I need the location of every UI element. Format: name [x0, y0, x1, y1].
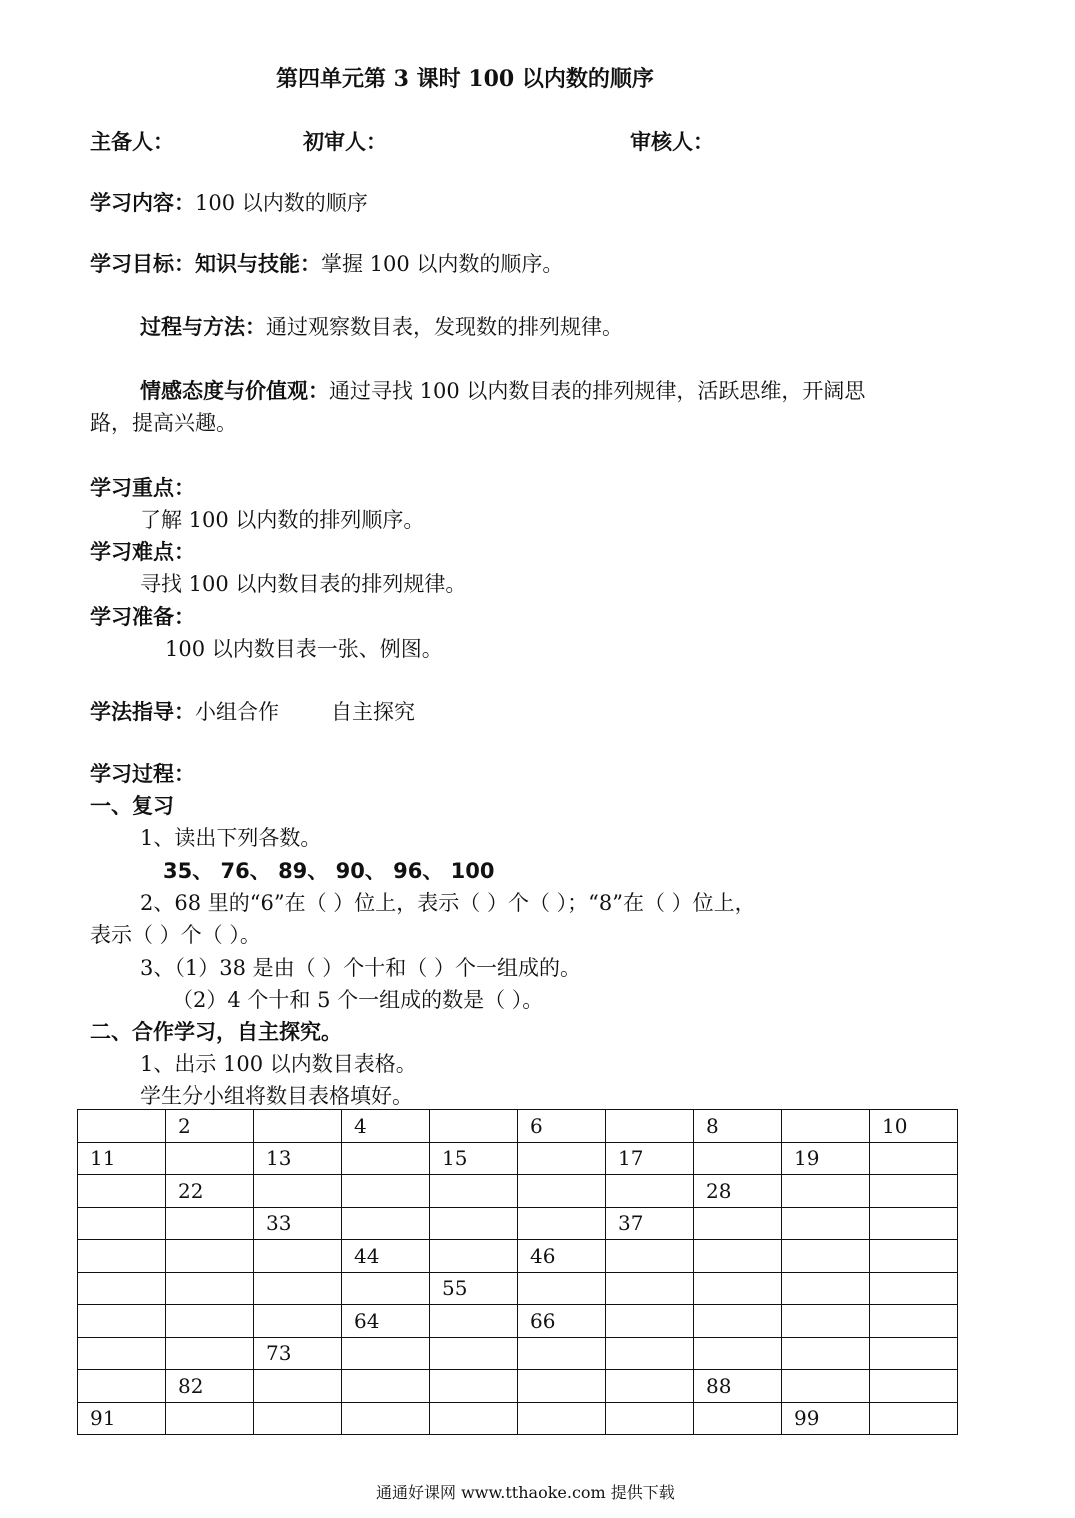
table-cell: [870, 1207, 958, 1240]
preparer-label: 主备人：: [90, 129, 174, 154]
table-cell: [606, 1305, 694, 1338]
number-table: [77, 1109, 958, 1435]
table-cell: [430, 1370, 518, 1403]
table-cell: [166, 1305, 254, 1338]
table-cell: 88: [694, 1370, 782, 1403]
table-cell: 6: [518, 1110, 606, 1143]
table-cell: [430, 1402, 518, 1435]
table-cell: [870, 1175, 958, 1208]
table-cell: [606, 1272, 694, 1305]
table-cell: [782, 1175, 870, 1208]
section2-title: 二、合作学习，自主探究。: [90, 1019, 342, 1044]
table-cell: 17: [606, 1142, 694, 1175]
table-cell: [518, 1175, 606, 1208]
question-2-line1: 2、68 里的“6”在（ ）位上，表示（ ）个（ ）；“8”在（ ）位上，: [140, 891, 756, 915]
table-cell: 82: [166, 1370, 254, 1403]
table-cell: [430, 1175, 518, 1208]
goals-label: 学习目标：: [90, 251, 195, 276]
question-2-line2: 表示（ ）个（ ）。: [90, 923, 261, 947]
table-cell: [166, 1240, 254, 1273]
table-row: [78, 1240, 958, 1273]
table-cell: [166, 1142, 254, 1175]
table-cell: [254, 1370, 342, 1403]
table-cell: [606, 1370, 694, 1403]
table-cell: [782, 1110, 870, 1143]
table-row: [78, 1402, 958, 1435]
table-cell: 13: [254, 1142, 342, 1175]
table-cell: [782, 1370, 870, 1403]
table-cell: 91: [78, 1402, 166, 1435]
table-cell: [518, 1142, 606, 1175]
method-text2: 自主探究: [331, 700, 415, 724]
method-row: [90, 696, 415, 726]
table-cell: 55: [430, 1272, 518, 1305]
emotion-text-line2: 路，提高兴趣。: [90, 411, 237, 435]
question-1: 1、读出下列各数。: [140, 826, 322, 850]
content-row: [90, 187, 368, 217]
table-cell: [78, 1175, 166, 1208]
table-cell: [518, 1337, 606, 1370]
table-cell: [694, 1402, 782, 1435]
table-cell: 33: [254, 1207, 342, 1240]
knowledge-text: 掌握 100 以内数的顺序。: [321, 252, 564, 276]
table-cell: [782, 1240, 870, 1273]
table-cell: [694, 1305, 782, 1338]
table-cell: 4: [342, 1110, 430, 1143]
table-cell: 19: [782, 1142, 870, 1175]
key-point-text: 了解 100 以内数的排列顺序。: [140, 508, 425, 532]
table-cell: [254, 1402, 342, 1435]
table-cell: [870, 1370, 958, 1403]
table-cell: 22: [166, 1175, 254, 1208]
table-cell: [782, 1272, 870, 1305]
emotion-row: [140, 375, 865, 405]
table-cell: 37: [606, 1207, 694, 1240]
table-cell: [430, 1207, 518, 1240]
content-label: 学习内容：: [90, 190, 195, 215]
method-text1: 小组合作: [195, 700, 279, 724]
table-cell: [870, 1240, 958, 1273]
emotion-text-line1: 通过寻找 100 以内数目表的排列规律，活跃思维，开阔思: [329, 379, 866, 403]
first-review-label: 初审人：: [303, 129, 387, 154]
section2-question-1: 1、出示 100 以内数目表格。: [140, 1052, 417, 1076]
method-label: 学法指导：: [90, 699, 195, 724]
table-row: [78, 1272, 958, 1305]
table-cell: [606, 1175, 694, 1208]
table-cell: [430, 1337, 518, 1370]
emotion-label: 情感态度与价值观：: [140, 378, 329, 403]
table-row: [78, 1175, 958, 1208]
table-cell: 64: [342, 1305, 430, 1338]
table-cell: 10: [870, 1110, 958, 1143]
question-1-numbers: 35、 76、 89、 90、 96、 100: [163, 859, 495, 883]
table-cell: [870, 1142, 958, 1175]
table-cell: [342, 1207, 430, 1240]
table-cell: [430, 1305, 518, 1338]
table-cell: [870, 1337, 958, 1370]
table-cell: [78, 1337, 166, 1370]
table-row: [78, 1207, 958, 1240]
table-cell: [518, 1402, 606, 1435]
table-cell: [518, 1370, 606, 1403]
table-cell: 8: [694, 1110, 782, 1143]
process-text: 通过观察数目表，发现数的排列规律。: [266, 315, 623, 339]
table-cell: [518, 1207, 606, 1240]
table-cell: [78, 1272, 166, 1305]
table-cell: [694, 1142, 782, 1175]
table-cell: [782, 1305, 870, 1338]
table-cell: [430, 1110, 518, 1143]
table-cell: [254, 1175, 342, 1208]
preparation-text: 100 以内数目表一张、例图。: [165, 637, 443, 661]
table-cell: [342, 1272, 430, 1305]
table-cell: [78, 1305, 166, 1338]
table-row: [78, 1110, 958, 1143]
difficulty-text: 寻找 100 以内数目表的排列规律。: [140, 572, 467, 596]
table-cell: [166, 1337, 254, 1370]
table-cell: [254, 1110, 342, 1143]
table-cell: 46: [518, 1240, 606, 1273]
process-label-main: 学习过程：: [90, 761, 195, 786]
table-cell: 44: [342, 1240, 430, 1273]
table-cell: [606, 1402, 694, 1435]
table-cell: 15: [430, 1142, 518, 1175]
knowledge-label: 知识与技能：: [195, 251, 321, 276]
table-cell: [606, 1337, 694, 1370]
table-cell: [870, 1272, 958, 1305]
table-cell: [78, 1240, 166, 1273]
table-cell: [518, 1272, 606, 1305]
content-text: 100 以内数的顺序: [195, 191, 368, 215]
table-cell: [606, 1240, 694, 1273]
table-cell: [870, 1305, 958, 1338]
table-cell: [78, 1110, 166, 1143]
table-cell: [694, 1337, 782, 1370]
table-cell: [782, 1337, 870, 1370]
table-cell: [342, 1142, 430, 1175]
table-cell: 11: [78, 1142, 166, 1175]
table-cell: 2: [166, 1110, 254, 1143]
table-row: [78, 1370, 958, 1403]
table-cell: [166, 1272, 254, 1305]
question-3-1: 3、（1）38 是由（ ）个十和（ ）个一组成的。: [140, 956, 581, 980]
key-point-label: 学习重点：: [90, 475, 195, 500]
table-cell: [78, 1207, 166, 1240]
table-cell: [782, 1207, 870, 1240]
table-cell: [430, 1240, 518, 1273]
table-cell: [342, 1370, 430, 1403]
table-cell: [254, 1305, 342, 1338]
page-title: 第四单元第 3 课时 100 以内数的顺序: [276, 66, 654, 92]
goals-row: [90, 248, 563, 278]
preparation-label: 学习准备：: [90, 604, 195, 629]
table-cell: 99: [782, 1402, 870, 1435]
process-label: 过程与方法：: [140, 314, 266, 339]
table-cell: [342, 1402, 430, 1435]
table-row: [78, 1305, 958, 1338]
table-row: [78, 1337, 958, 1370]
section1-title: 一、复习: [90, 793, 174, 818]
table-cell: [166, 1402, 254, 1435]
table-cell: [870, 1402, 958, 1435]
table-cell: [342, 1175, 430, 1208]
section2-question-1-text: 学生分小组将数目表格填好。: [140, 1084, 413, 1108]
table-cell: [694, 1272, 782, 1305]
question-3-2: （2）4 个十和 5 个一组成的数是（ ）。: [172, 988, 544, 1012]
table-cell: [694, 1207, 782, 1240]
table-cell: 28: [694, 1175, 782, 1208]
table-row: [78, 1142, 958, 1175]
table-cell: [254, 1272, 342, 1305]
table-cell: [254, 1240, 342, 1273]
process-goal-row: [140, 311, 623, 341]
table-cell: [342, 1337, 430, 1370]
footer-text: 通通好课网 www.tthaoke.com 提供下载: [376, 1483, 675, 1502]
table-cell: 73: [254, 1337, 342, 1370]
difficulty-label: 学习难点：: [90, 539, 195, 564]
table-cell: [606, 1110, 694, 1143]
reviewer-label: 审核人：: [630, 129, 714, 154]
table-cell: [166, 1207, 254, 1240]
table-cell: 66: [518, 1305, 606, 1338]
table-cell: [78, 1370, 166, 1403]
table-cell: [694, 1240, 782, 1273]
